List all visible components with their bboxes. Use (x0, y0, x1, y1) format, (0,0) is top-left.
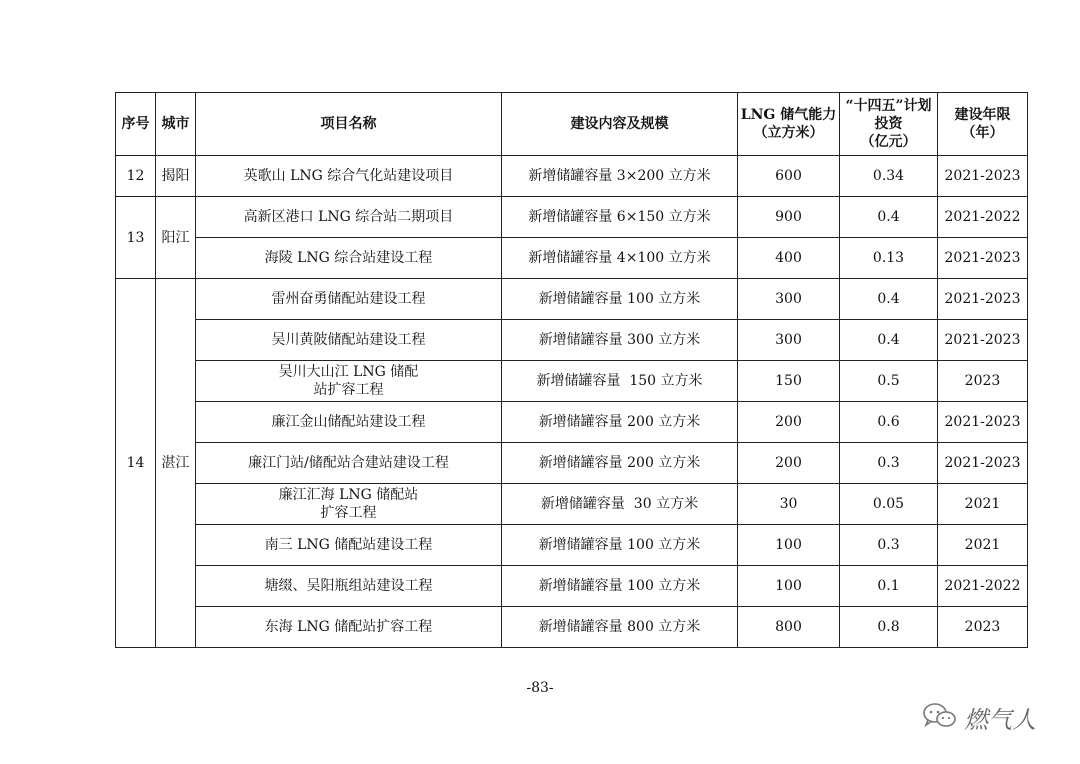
cell-capacity: 900 (738, 197, 840, 238)
cell-investment: 0.34 (840, 156, 938, 197)
header-seq: 序号 (116, 93, 156, 156)
cell-investment: 0.4 (840, 197, 938, 238)
lng-project-table (115, 92, 1028, 648)
cell-name: 吴川黄陂储配站建设工程 (196, 320, 502, 361)
cell-name: 吴川大山江 LNG 储配 站扩容工程 (196, 361, 502, 402)
table-row (116, 279, 1028, 320)
cell-capacity: 400 (738, 238, 840, 279)
cell-investment: 0.4 (840, 279, 938, 320)
cell-years: 2023 (938, 361, 1028, 402)
cell-capacity: 200 (738, 402, 840, 443)
header-years: 建设年限 （年） (938, 93, 1028, 156)
cell-capacity: 100 (738, 525, 840, 566)
cell-years: 2021-2022 (938, 197, 1028, 238)
table-row (116, 320, 1028, 361)
cell-investment: 0.5 (840, 361, 938, 402)
header-investment: “十四五”计划 投资 （亿元） (840, 93, 938, 156)
cell-years: 2021 (938, 484, 1028, 525)
cell-investment: 0.1 (840, 566, 938, 607)
header-row (116, 93, 1028, 156)
cell-content: 新增储罐容量 100 立方米 (502, 279, 738, 320)
cell-capacity: 800 (738, 607, 840, 648)
cell-investment: 0.05 (840, 484, 938, 525)
table-row (116, 566, 1028, 607)
cell-content: 新增储罐容量 6×150 立方米 (502, 197, 738, 238)
table-row (116, 443, 1028, 484)
cell-content: 新增储罐容量 4×100 立方米 (502, 238, 738, 279)
cell-city: 阳江 (156, 197, 196, 279)
cell-capacity: 300 (738, 279, 840, 320)
cell-seq: 14 (116, 279, 156, 648)
cell-capacity: 200 (738, 443, 840, 484)
cell-years: 2021-2022 (938, 566, 1028, 607)
cell-investment: 0.3 (840, 525, 938, 566)
cell-content: 新增储罐容量 800 立方米 (502, 607, 738, 648)
cell-content: 新增储罐容量 200 立方米 (502, 402, 738, 443)
table-row (116, 525, 1028, 566)
cell-years: 2021-2023 (938, 156, 1028, 197)
page-number: -83- (526, 680, 554, 696)
wechat-icon (922, 701, 958, 735)
cell-years: 2021-2023 (938, 279, 1028, 320)
cell-seq: 12 (116, 156, 156, 197)
cell-name: 南三 LNG 储配站建设工程 (196, 525, 502, 566)
cell-name: 英歌山 LNG 综合气化站建设项目 (196, 156, 502, 197)
watermark (922, 700, 1036, 735)
cell-name: 高新区港口 LNG 综合站二期项目 (196, 197, 502, 238)
cell-content: 新增储罐容量 150 立方米 (502, 361, 738, 402)
cell-investment: 0.3 (840, 443, 938, 484)
cell-capacity: 150 (738, 361, 840, 402)
table-row (116, 484, 1028, 525)
cell-capacity: 100 (738, 566, 840, 607)
cell-investment: 0.4 (840, 320, 938, 361)
cell-content: 新增储罐容量 100 立方米 (502, 525, 738, 566)
cell-investment: 0.6 (840, 402, 938, 443)
cell-years: 2023 (938, 607, 1028, 648)
cell-years: 2021 (938, 525, 1028, 566)
cell-content: 新增储罐容量 100 立方米 (502, 566, 738, 607)
table-row (116, 156, 1028, 197)
cell-capacity: 30 (738, 484, 840, 525)
cell-capacity: 600 (738, 156, 840, 197)
cell-investment: 0.8 (840, 607, 938, 648)
cell-name: 东海 LNG 储配站扩容工程 (196, 607, 502, 648)
cell-name: 廉江门站/储配站合建站建设工程 (196, 443, 502, 484)
cell-name: 廉江汇海 LNG 储配站 扩容工程 (196, 484, 502, 525)
header-capacity: LNG 储气能力 （立方米） (738, 93, 840, 156)
cell-content: 新增储罐容量 3×200 立方米 (502, 156, 738, 197)
cell-capacity: 300 (738, 320, 840, 361)
cell-seq: 13 (116, 197, 156, 279)
table-row (116, 361, 1028, 402)
cell-city: 揭阳 (156, 156, 196, 197)
cell-years: 2021-2023 (938, 320, 1028, 361)
table-row (116, 607, 1028, 648)
watermark-text: 燃气人 (964, 706, 1036, 734)
cell-years: 2021-2023 (938, 443, 1028, 484)
cell-investment: 0.13 (840, 238, 938, 279)
cell-name: 雷州奋勇储配站建设工程 (196, 279, 502, 320)
table-row (116, 402, 1028, 443)
header-city: 城市 (156, 93, 196, 156)
cell-city: 湛江 (156, 279, 196, 648)
table-row (116, 197, 1028, 238)
cell-name: 海陵 LNG 综合站建设工程 (196, 238, 502, 279)
cell-years: 2021-2023 (938, 402, 1028, 443)
cell-content: 新增储罐容量 300 立方米 (502, 320, 738, 361)
cell-years: 2021-2023 (938, 238, 1028, 279)
cell-content: 新增储罐容量 200 立方米 (502, 443, 738, 484)
header-content: 建设内容及规模 (502, 93, 738, 156)
project-table-container (115, 92, 1028, 648)
header-name: 项目名称 (196, 93, 502, 156)
table-row (116, 238, 1028, 279)
cell-name: 廉江金山储配站建设工程 (196, 402, 502, 443)
cell-content: 新增储罐容量 30 立方米 (502, 484, 738, 525)
cell-name: 塘缀、吴阳瓶组站建设工程 (196, 566, 502, 607)
